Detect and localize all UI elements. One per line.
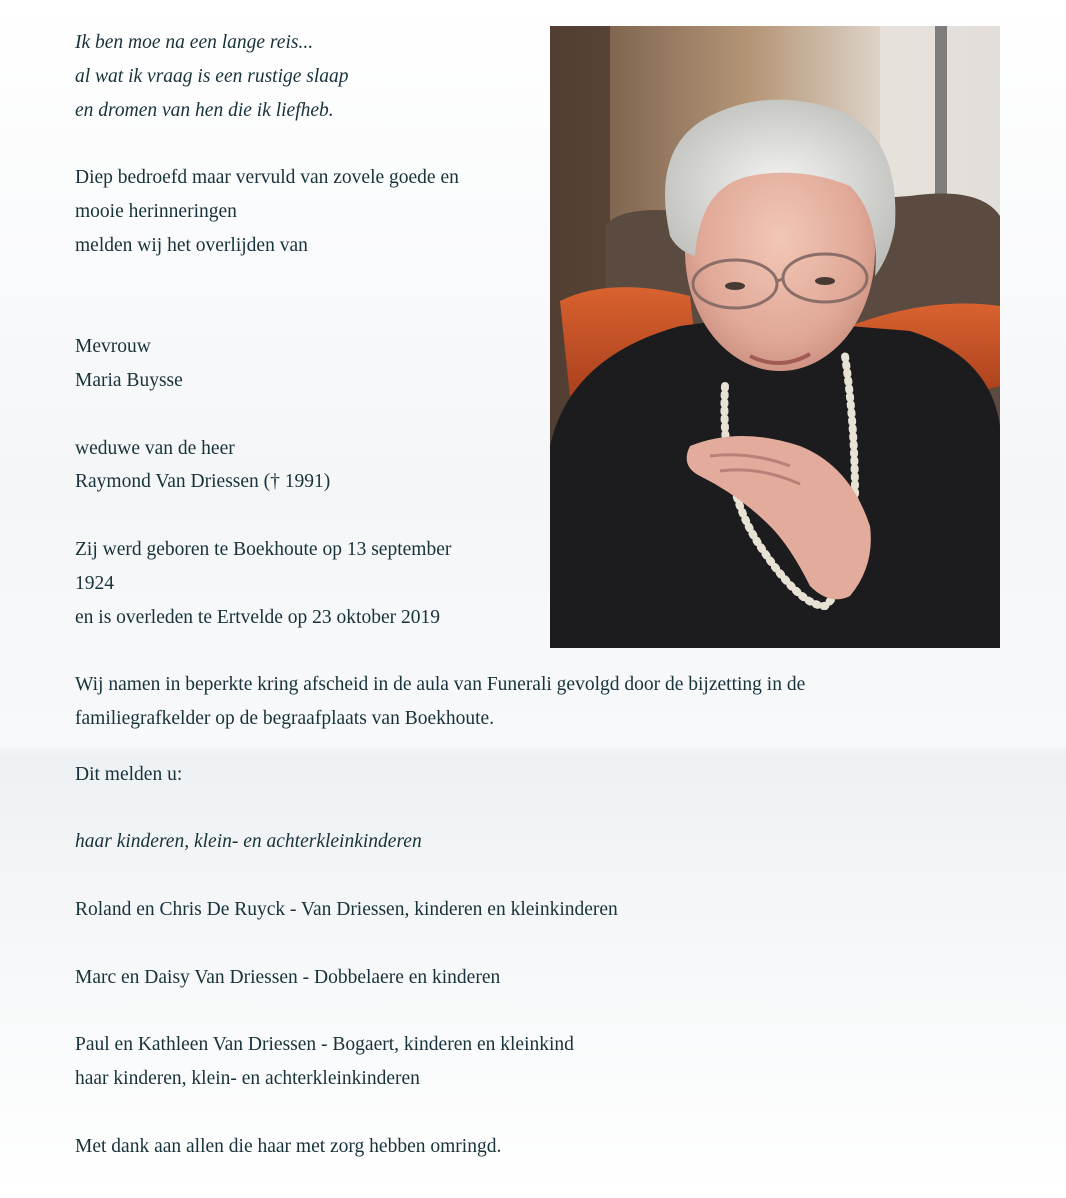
poem-line-1: Ik ben moe na een lange reis... — [75, 32, 314, 53]
deceased-title: Mevrouw — [75, 336, 151, 358]
family-entry-3-line-2: haar kinderen, klein- en achterkleinkinderen — [75, 1067, 420, 1089]
family-entry-3-line-1: Paul en Kathleen Van Driessen - Bogaert, kinderen en kleinkind — [75, 1034, 574, 1056]
farewell-line-2: familiegrafkelder op de begraafplaats van Boekhoute. — [75, 707, 495, 729]
dates-line-3: en is overleden te Ertvelde op 23 oktober 2019 — [75, 606, 440, 628]
deceased-name: Maria Buysse — [75, 369, 183, 391]
announcement-line-2: mooie herinneringen — [75, 200, 237, 222]
thanks-line: Met dank aan allen die haar met zorg hebben omringd. — [75, 1135, 502, 1157]
poem-line-2: al wat ik vraag is een rustige slaap — [75, 65, 349, 87]
family-heading: haar kinderen, klein- en achterkleinkinderen — [75, 831, 422, 853]
farewell-line-1: Wij namen in beperkte kring afscheid in de aula van Funerali gevolgd door de bijzetting in de — [75, 674, 806, 696]
poem-line-3: en dromen van hen die ik liefheb. — [75, 99, 334, 121]
dates-line-2: 1924 — [75, 572, 114, 594]
announcement-line-1: Diep bedroefd maar vervuld van zovele goede en — [75, 167, 459, 189]
portrait-photo — [550, 26, 1000, 648]
spouse-line-1: weduwe van de heer — [75, 437, 235, 459]
announce-by: Dit melden u: — [75, 763, 183, 785]
family-entry-1: Roland en Chris De Ruyck - Van Driessen, kinderen en kleinkinderen — [75, 898, 618, 920]
announcement-line-3: melden wij het overlijden van — [75, 234, 308, 256]
dates-line-1: Zij werd geboren te Boekhoute op 13 september — [75, 538, 452, 560]
spouse-line-2: Raymond Van Driessen († 1991) — [75, 471, 331, 493]
family-entry-2: Marc en Daisy Van Driessen - Dobbelaere en kinderen — [75, 966, 501, 988]
